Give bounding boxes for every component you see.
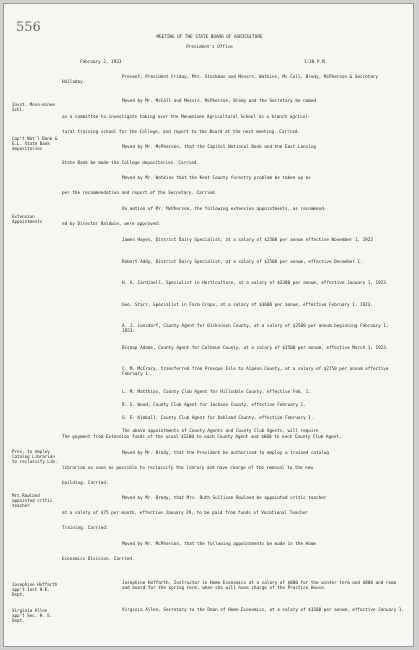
motion-rowland-line1: Moved by Mr. Brody, that Mrs. Ruth Sullivan Rowland be appointed critic teacher	[122, 496, 327, 501]
appointment-item: H. A. Cardinell, Specialist in Horticulture, at a salary of $3300 per annum, effective January 1, 1923.	[122, 281, 389, 286]
margin-note-hoffarth: Josephine Hoffarth app't Inst H.E. Dept.	[12, 582, 58, 598]
meeting-time: 1:30 P.M.	[304, 60, 328, 65]
appointment-item: Robert Addy, District Dairy Specialist, at a salary of $2500 per annum, effective December 1.	[122, 260, 363, 265]
appointment-item: R. S. Wood, County Club Agent for Jackson County, effective February 1.	[122, 403, 306, 408]
motion-librarian-line2: librarian as soon as possible to reclassify the library and have charge of the removal to the new	[62, 466, 313, 471]
motion-kent-line1: Moved by Mr. Watkins that the Kent County forestry problem be taken up as	[122, 176, 311, 181]
meeting-date: February 2, 1923	[80, 60, 122, 65]
appointment-item: James Hayes, District Dairy Specialist, at a salary of $2500 per annum effective November 1, 1922	[122, 238, 373, 243]
meeting-subtitle: President's Office	[186, 45, 233, 50]
motion-rowland-line3: Training. Carried.	[62, 526, 109, 531]
motion-extension-line1: On motion of Mr. McPherson, the following extension appointments, as recommend-	[122, 207, 327, 212]
motion-banks-line2: State Bank be made the College depositories. Carried.	[62, 161, 200, 166]
appointment-item: Geo. Starr, Specialist in Farm Crops, at a salary of $3600 per annum, effective February 1, 1923.	[122, 303, 373, 308]
margin-note-librarian: Pres. to employ Catalog Librarian to reclassify Lib.	[12, 449, 58, 465]
appointment-item: L. M. Matthias, County Club Agent for Hillsdale County, effective Feb. 1.	[122, 390, 311, 395]
motion-home-ec-line1: Moved by Mr. McPherson, that the following appointments be made in the Home	[122, 542, 317, 547]
margin-note-menominee: Invst. Meno-minee Schl.	[12, 102, 55, 113]
page-number: 556	[16, 20, 41, 35]
margin-note-allen: Virginia Allen app't Sec. H. E. Dept.	[12, 608, 53, 624]
appointment-item: Bishop Adams, County Agent for Calhoun County, at a salary of $2500 per annum, effective March 1, 1923.	[122, 346, 389, 351]
motion-kent-line2: per the recommendation and report of the Secretary. Carried.	[62, 191, 218, 196]
margin-note-depositories: Cap't Nat'l Bank & E.L. State Bank depositories	[12, 136, 58, 152]
meeting-title: MEETING OF THE STATE BOARD OF AGRICULTURE	[156, 35, 263, 40]
motion-menominee-line2: as a committee to investigate taking over the Menominee Agricultural School as a branch agricul-	[62, 115, 311, 120]
present-paragraph: Present, President Friday, Mrs. Stockman and Messrs. Watkins, Mc Coll, Brody, McPherson & Secretary Halladay.	[62, 75, 379, 86]
extension-funds-line1: The above appointments of County Agents and County Club Agents, will require	[122, 429, 319, 434]
motion-rowland-line2: at a salary of $75 per month, effective January 29, to be paid from funds of Vocational Teacher	[62, 511, 308, 516]
motion-banks-line1: Moved by Mr. McPherson, that the Capitol National Bank and the East Lansing	[122, 145, 317, 150]
motion-home-ec-line2: Economics Division. Carried.	[62, 557, 135, 562]
appointment-item: G. E. Kimball, County Club Agent for Oakland County, effective February 1.	[122, 416, 314, 421]
motion-librarian-line1: Moved by Mr. Brody, that the President be authorized to employ a trained catalog	[122, 451, 329, 456]
allen-appointment: Virginia Allen, Secretary to the Dean of Home Economics, at a salary of $1500 per annum, effective January 1.	[122, 608, 404, 613]
document-page	[3, 3, 414, 647]
hoffarth-appointment: Josephine Hoffarth, Instructor in Home Economics at a salary of $800 for the winter term and $800 and room and board for the spring term, when she will have charge of the Practice House.	[122, 581, 397, 592]
motion-extension-line2: ed by Director Baldwin, were approved:	[62, 222, 161, 227]
extension-funds-line2: The payment from Extension funds of the usual $1200 to each County Agent and $600 to each County Club Agent.	[62, 435, 342, 440]
margin-note-rowland: Mrs.Rowland appointed critic teacher	[12, 493, 53, 509]
margin-note-extension: Extension Appointments	[12, 214, 43, 225]
motion-menominee-line3: tural training school for the College, and report to the Board at the next meeting. Carried.	[62, 130, 300, 135]
appointment-item: A. J. Lonsdorf, County Agent for Dickinson County, at a salary of $2500 per annum beginning February 1, 1923.	[122, 324, 389, 335]
motion-librarian-line3: building. Carried.	[62, 481, 109, 486]
motion-menominee-line1: Moved by Mr. McColl and Messrs. McPherson, Brody and the Secretary be named	[122, 99, 317, 104]
appointment-item: C. M. McCrary, transferred from Presque Isle to Alpena County, at a salary of $2750 per annum effective February 1.	[122, 367, 389, 378]
